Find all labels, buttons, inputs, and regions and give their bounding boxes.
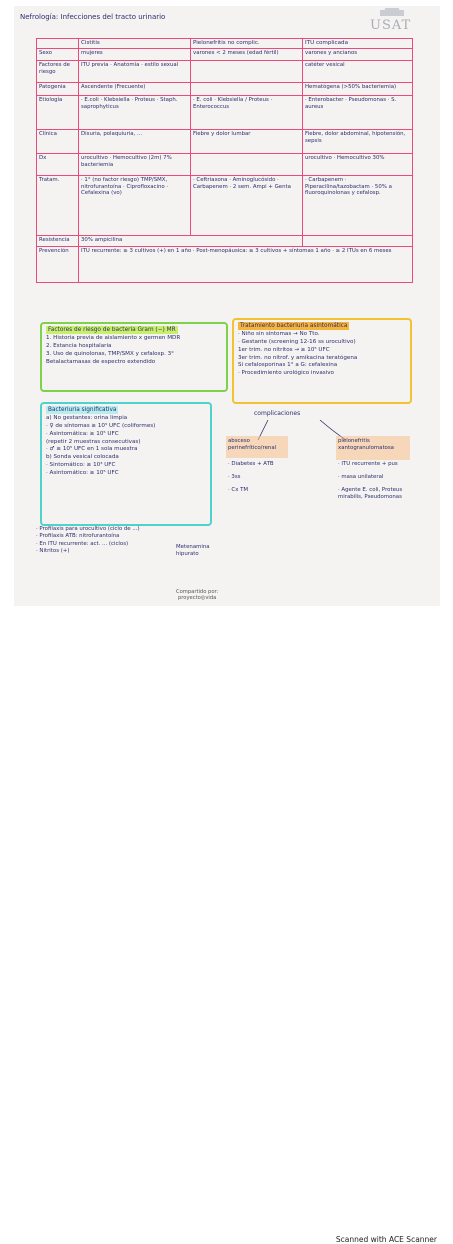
list-item: · Sintomático: ≥ 10³ UFC [46,462,116,469]
list-item: · ♂ ≥ 10⁵ UFC en 1 sola muestra [46,446,138,453]
list-item: Si cefalosporinas 1° a G: cefalexina [238,362,338,369]
abscess-column [228,438,288,494]
list-item: · Profilaxis para urocultivo (ciclo de ...) [36,526,140,532]
table-cell: · Ceftriaxona · Aminoglucósido · Carbapenem · 2 sem. Ampi + Genta [191,175,303,235]
table-cell: Fiebre, dolor abdominal, hipotensión, sepsis [303,129,413,153]
table-cell: urocultivo · Hemocultivo 30% [303,153,413,175]
table-cell: mujeres [79,48,191,60]
list-item: · ITU recurrente + pus [338,460,398,467]
box-title: Bacteriuria significativa [48,407,117,413]
list-item: · ♀ de síntomas ≥ 10⁵ UFC (coliformes) [46,422,156,429]
list-item: · Profilaxis ATB: nitrofurantoína [36,533,120,540]
list-item: 1. Historia previa de aislamiento x germen MDR [46,335,181,342]
shared-by-label: Compartido por: [176,589,219,595]
row-label: Resistencia [37,235,79,246]
table-cell: ITU recurrente: ≥ 3 cultivos (+) en 1 año · Post-menopáusica: ≥ 3 cultivos + síntomas 1 año · ≥ 2 ITUs en 6 meses [79,246,413,282]
table-cell: Ascendente (Frecuente) [79,82,191,95]
list-item: · Cx TM [228,487,249,494]
list-item: · Asintomática: ≥ 10⁵ UFC [46,430,119,437]
list-item: hipurato [176,551,199,558]
list-item: · Diabetes + ATB [228,460,274,467]
row-label: Tratam. [37,175,79,235]
list-item: · Agente E. coli, Proteus mirabilis, Pseudomonas [338,487,403,501]
shared-by-watermark [176,589,218,601]
list-item: a) No gestantes: orina limpia [46,415,128,422]
box-title: Factores de riesgo de bacteria Gram (−) MR [48,327,176,333]
bottom-right-notes [176,544,210,559]
table-cell: varones < 2 meses (edad fértil) [191,48,303,60]
col-header: Cistitis [79,39,191,49]
table-cell: Hematógena (>50% bacteriemia) [303,82,413,95]
logo-text: USAT [370,18,412,33]
page-title: Nefrología: Infecciones del tracto urinario [20,13,166,21]
table-cell: Fiebre y dolor lumbar [191,129,303,153]
table-cell: catéter vesical [303,60,413,82]
row-label: Prevención [37,246,79,282]
table-cell: 30% ampicilina [79,235,303,246]
scanner-footer [0,616,453,1244]
abscess-title: absceso perinefrítico/renal [228,438,277,452]
scanner-label: Scanned with ACE Scanner [335,1235,437,1244]
row-label: Factores de riesgo [37,60,79,82]
xantho-title: pielonefritis xantogranulomatosa [338,438,394,452]
col-header: Pielonefritis no complic. [191,39,303,49]
shared-by-account: proyecto◎vida [177,595,217,601]
list-item: (repetir 2 muestras consecutivas) [46,438,141,445]
list-item: 2. Estancia hospitalaria [46,342,112,349]
list-item: · masa unilateral [338,473,384,480]
row-label: Dx [37,153,79,175]
list-item: · Niño sin síntomas → No Tto. [238,331,320,338]
row-label: Etiología [37,95,79,129]
list-item: 3. Uso de quinolonas, TMP/SMX y cefalosp. 3° [46,350,174,357]
table-cell: · Enterobacter · Pseudomonas · S. aureus [303,95,413,129]
table-cell: urocultivo · Hemocultivo (2m) 7% bacteriemia [79,153,191,175]
row-label: Patogenia [37,82,79,95]
table-cell: varones y ancianos [303,48,413,60]
list-item: · Nitritos (+) [36,547,70,554]
complications-title: complicaciones [254,410,301,417]
list-item: · En ITU recurrente: act. ... (ciclos) [36,540,129,547]
table-cell: · E. coli · Klebsiella / Proteus · Enterococcus [191,95,303,129]
table-cell: · E.coli · Klebsiella · Proteus · Staph. saprophyticus [79,95,191,129]
table-cell: Disuria, polaquiuria, ... [79,129,191,153]
list-item: Metenamina [176,544,210,550]
list-item: · Procedimiento urológico invasivo [238,370,334,377]
list-item: · Gestante (screening 12-16 ss urocultivo) [238,338,356,345]
row-label: Sexo [37,48,79,60]
list-item: 1er trim. no nitritos → ≥ 10⁵ UFC [238,346,330,353]
box-title: Tratamiento bacteriuria asintomática [240,323,348,329]
table-cell: · Carbapenem · Piperacilina/tazobactam · 50% a fluoroquinolonas y cefalosp. [303,175,413,235]
col-header: ITU complicada [303,39,413,49]
list-item: 3er trim. no nitrof. y amikacina teratógena [238,354,358,361]
table-cell: ITU previa · Anatomía · estilo sexual [79,60,191,82]
list-item: Betalactamasas de espectro extendido [46,358,156,365]
table-cell: · 1° (no factor riesgo) TMP/SMX, nitrofurantoína · Ciprofloxacino · Cefalexina (vo) [79,175,191,235]
list-item: · 3ss [228,473,241,480]
row-label: Clínica [37,129,79,153]
list-item: · Asintomático: ≥ 10⁵ UFC [46,469,119,476]
list-item: b) Sonda vesical colocada [46,454,119,461]
xanthogranulomatous-column [338,438,412,502]
